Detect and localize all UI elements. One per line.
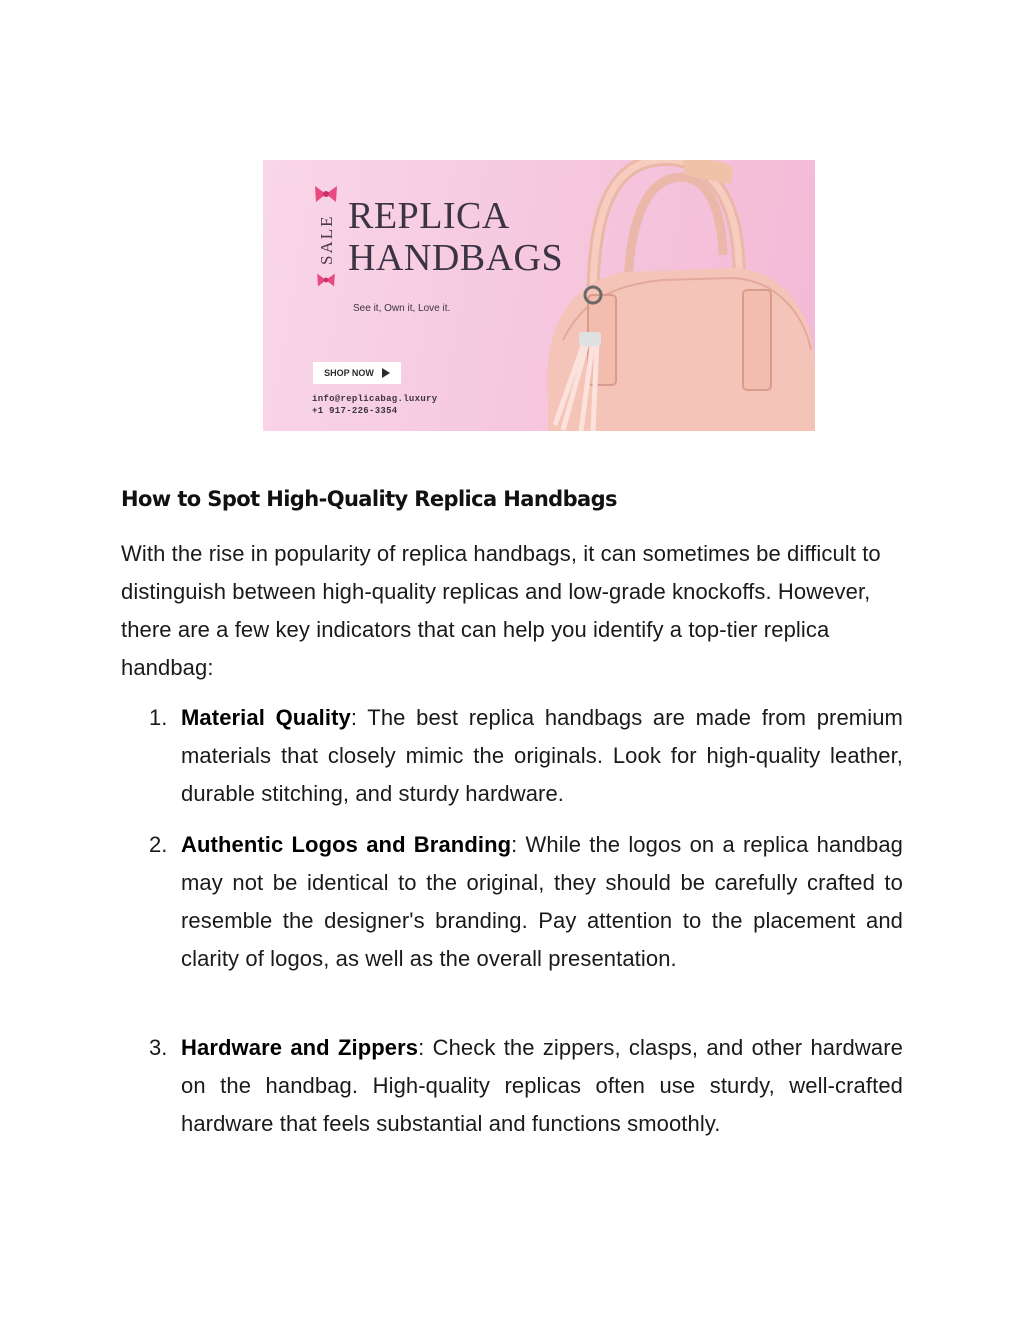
list-text: [181, 826, 903, 978]
banner-title-line2: HANDBAGS: [348, 237, 564, 279]
article-heading: How to Spot High-Quality Replica Handbags: [121, 487, 617, 511]
bow-icon: [313, 184, 339, 204]
list-item-title: Material Quality: [181, 705, 351, 730]
banner-tagline: See it, Own it, Love it.: [353, 303, 451, 314]
contact-email[interactable]: info@replicabag.luxury: [312, 394, 438, 404]
list-number: 3.: [149, 1035, 168, 1060]
list-text: [181, 1029, 903, 1143]
list-number: 2.: [149, 832, 168, 857]
list-item-title: Hardware and Zippers: [181, 1035, 419, 1060]
shop-now-button[interactable]: [313, 362, 401, 384]
promo-banner[interactable]: [263, 160, 815, 431]
list-item-body: : Check the zippers, clasps, and other hardware on the handbag. High-quality replicas often use sturdy, well-crafted hardware that feels substantial and functions smoothly.: [181, 1035, 903, 1136]
list-item-body: : The best replica handbags are made from premium materials that closely mimic the originals. Look for high-quality leather, durable stitching, and sturdy hardware.: [181, 705, 903, 806]
contact-phone[interactable]: +1 917-226-3354: [312, 406, 398, 416]
play-arrow-icon: [382, 368, 390, 378]
shop-now-label: SHOP NOW: [324, 368, 374, 378]
banner-title-line1: REPLICA: [348, 195, 510, 237]
list-item-body: : While the logos on a replica handbag may not be identical to the original, they should be carefully crafted to resemble the designer's branding. Pay attention to the placement and clarity of logos, as well as the overall presentation.: [181, 832, 904, 971]
list-item-title: Authentic Logos and Branding: [181, 832, 512, 857]
list-text: [181, 699, 903, 813]
sale-label: SALE: [317, 214, 336, 266]
list-number: 1.: [149, 705, 168, 730]
handbag-illustration: [263, 160, 815, 431]
article-intro: With the rise in popularity of replica handbags, it can sometimes be difficult to distinguish between high-quality replicas and low-grade knockoffs. However, there are a few key indicators that can help you identify a top-tier replica handbag:: [121, 541, 881, 680]
